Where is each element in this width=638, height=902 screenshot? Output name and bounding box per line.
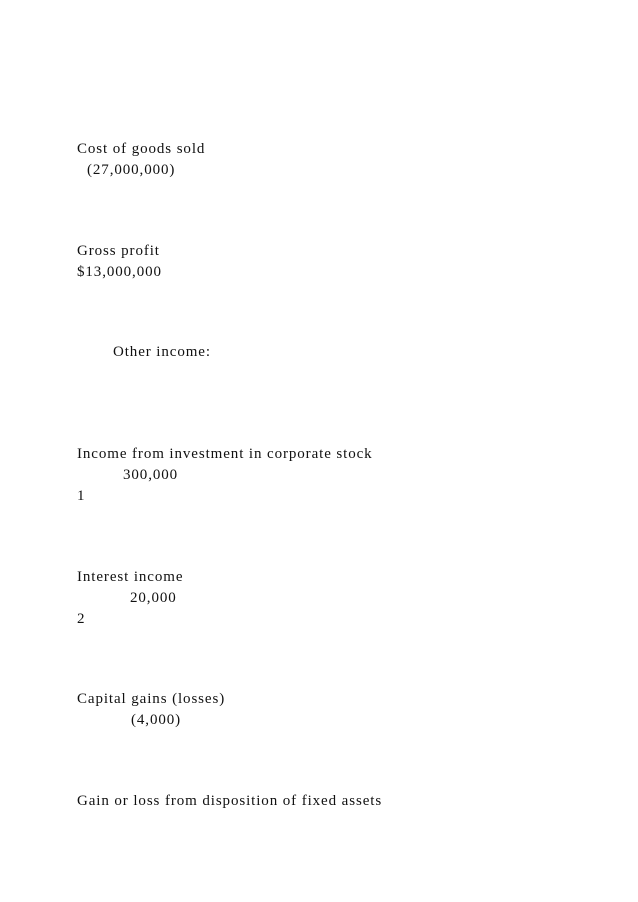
other-income-heading: Other income: [113, 344, 211, 360]
interest-income-value: 20,000 [130, 590, 177, 606]
investment-income-label: Income from investment in corporate stock [77, 446, 373, 462]
fixed-assets-disposition-label: Gain or loss from disposition of fixed assets [77, 793, 383, 809]
investment-income-value: 300,000 [123, 467, 179, 483]
interest-footnote-number: 2 [77, 611, 86, 627]
investment-footnote-number: 1 [77, 488, 86, 504]
gross-profit-label: Gross profit [77, 243, 160, 259]
cogs-label: Cost of goods sold [77, 141, 206, 157]
capital-gains-label: Capital gains (losses) [77, 691, 226, 707]
gross-profit-value: $13,000,000 [77, 264, 162, 280]
capital-gains-value: (4,000) [131, 712, 182, 728]
cogs-value: (27,000,000) [87, 162, 176, 178]
interest-income-label: Interest income [77, 569, 184, 585]
